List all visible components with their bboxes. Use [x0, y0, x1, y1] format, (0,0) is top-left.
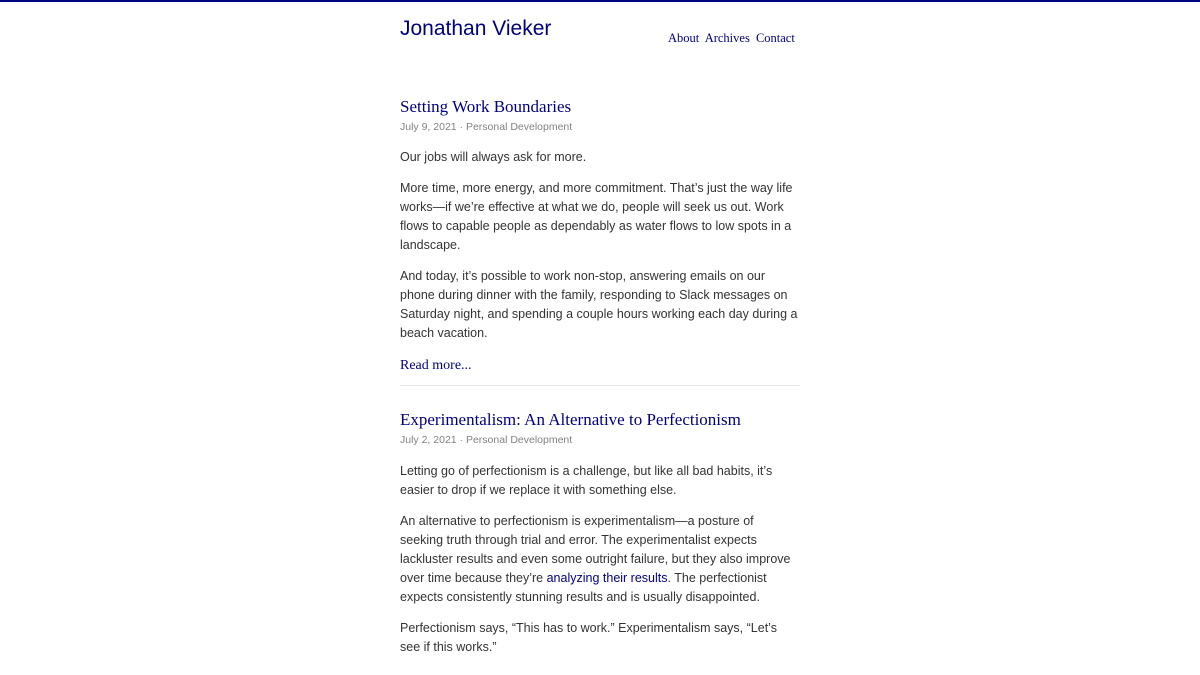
post-title-link[interactable]: Experimentalism: An Alternative to Perfectionism — [400, 410, 741, 429]
post-meta — [400, 433, 800, 447]
post-paragraph: Letting go of perfectionism is a challenge, but like all bad habits, it’s easier to drop if we replace it with something else. — [400, 464, 773, 497]
post-paragraph: Perfectionism says, “This has to work.” Experimentalism says, “Let’s see if this works.” — [400, 621, 777, 654]
nav-link-about[interactable]: About — [668, 31, 700, 45]
analyzing-results-link[interactable]: analyzing their results — [546, 571, 668, 585]
nav-link-archives[interactable]: Archives — [704, 31, 750, 45]
post-paragraph: Our jobs will always ask for more. — [400, 150, 587, 164]
post-excerpt — [400, 462, 800, 657]
meta-separator: · — [459, 434, 466, 446]
site-title-link[interactable]: Jonathan Vieker — [400, 17, 552, 40]
paragraph-text: An alternative to perfectionism is experimentalism—a posture of seeking truth through trial and error. The experimentalist expects lackluster results and even some outright failure, but they also improve over time because they’re — [400, 514, 791, 585]
meta-separator: · — [459, 121, 466, 133]
paragraph-text: . The perfectionist expects consistently stunning results and is usually disappointed. — [400, 571, 767, 604]
post-category: Personal Development — [465, 121, 573, 133]
nav-link-contact[interactable]: Contact — [755, 31, 795, 45]
post-experimentalism — [400, 386, 800, 657]
post-meta — [400, 120, 800, 134]
post-date: July 9, 2021 — [400, 121, 457, 133]
post-setting-work-boundaries — [400, 92, 800, 375]
post-excerpt — [400, 148, 800, 343]
read-more-link[interactable]: Read more... — [400, 358, 472, 373]
site-header — [400, 2, 800, 92]
page-container — [400, 2, 800, 657]
post-category: Personal Development — [465, 434, 573, 446]
site-nav — [668, 31, 798, 46]
post-paragraph — [400, 512, 800, 607]
post-paragraph: More time, more energy, and more commitment. That’s just the way life works—if we’re effective at what we do, people will seek us out. Work flows to capable people as dependably as water flows to low spots in a landscape. — [400, 181, 793, 252]
post-title-link[interactable]: Setting Work Boundaries — [400, 97, 572, 116]
post-paragraph: And today, it’s possible to work non-stop, answering emails on our phone during dinner with the family, responding to Slack messages on Saturday night, and spending a couple hours working each day during a beach vacation. — [400, 269, 798, 340]
post-date: July 2, 2021 — [400, 434, 457, 446]
